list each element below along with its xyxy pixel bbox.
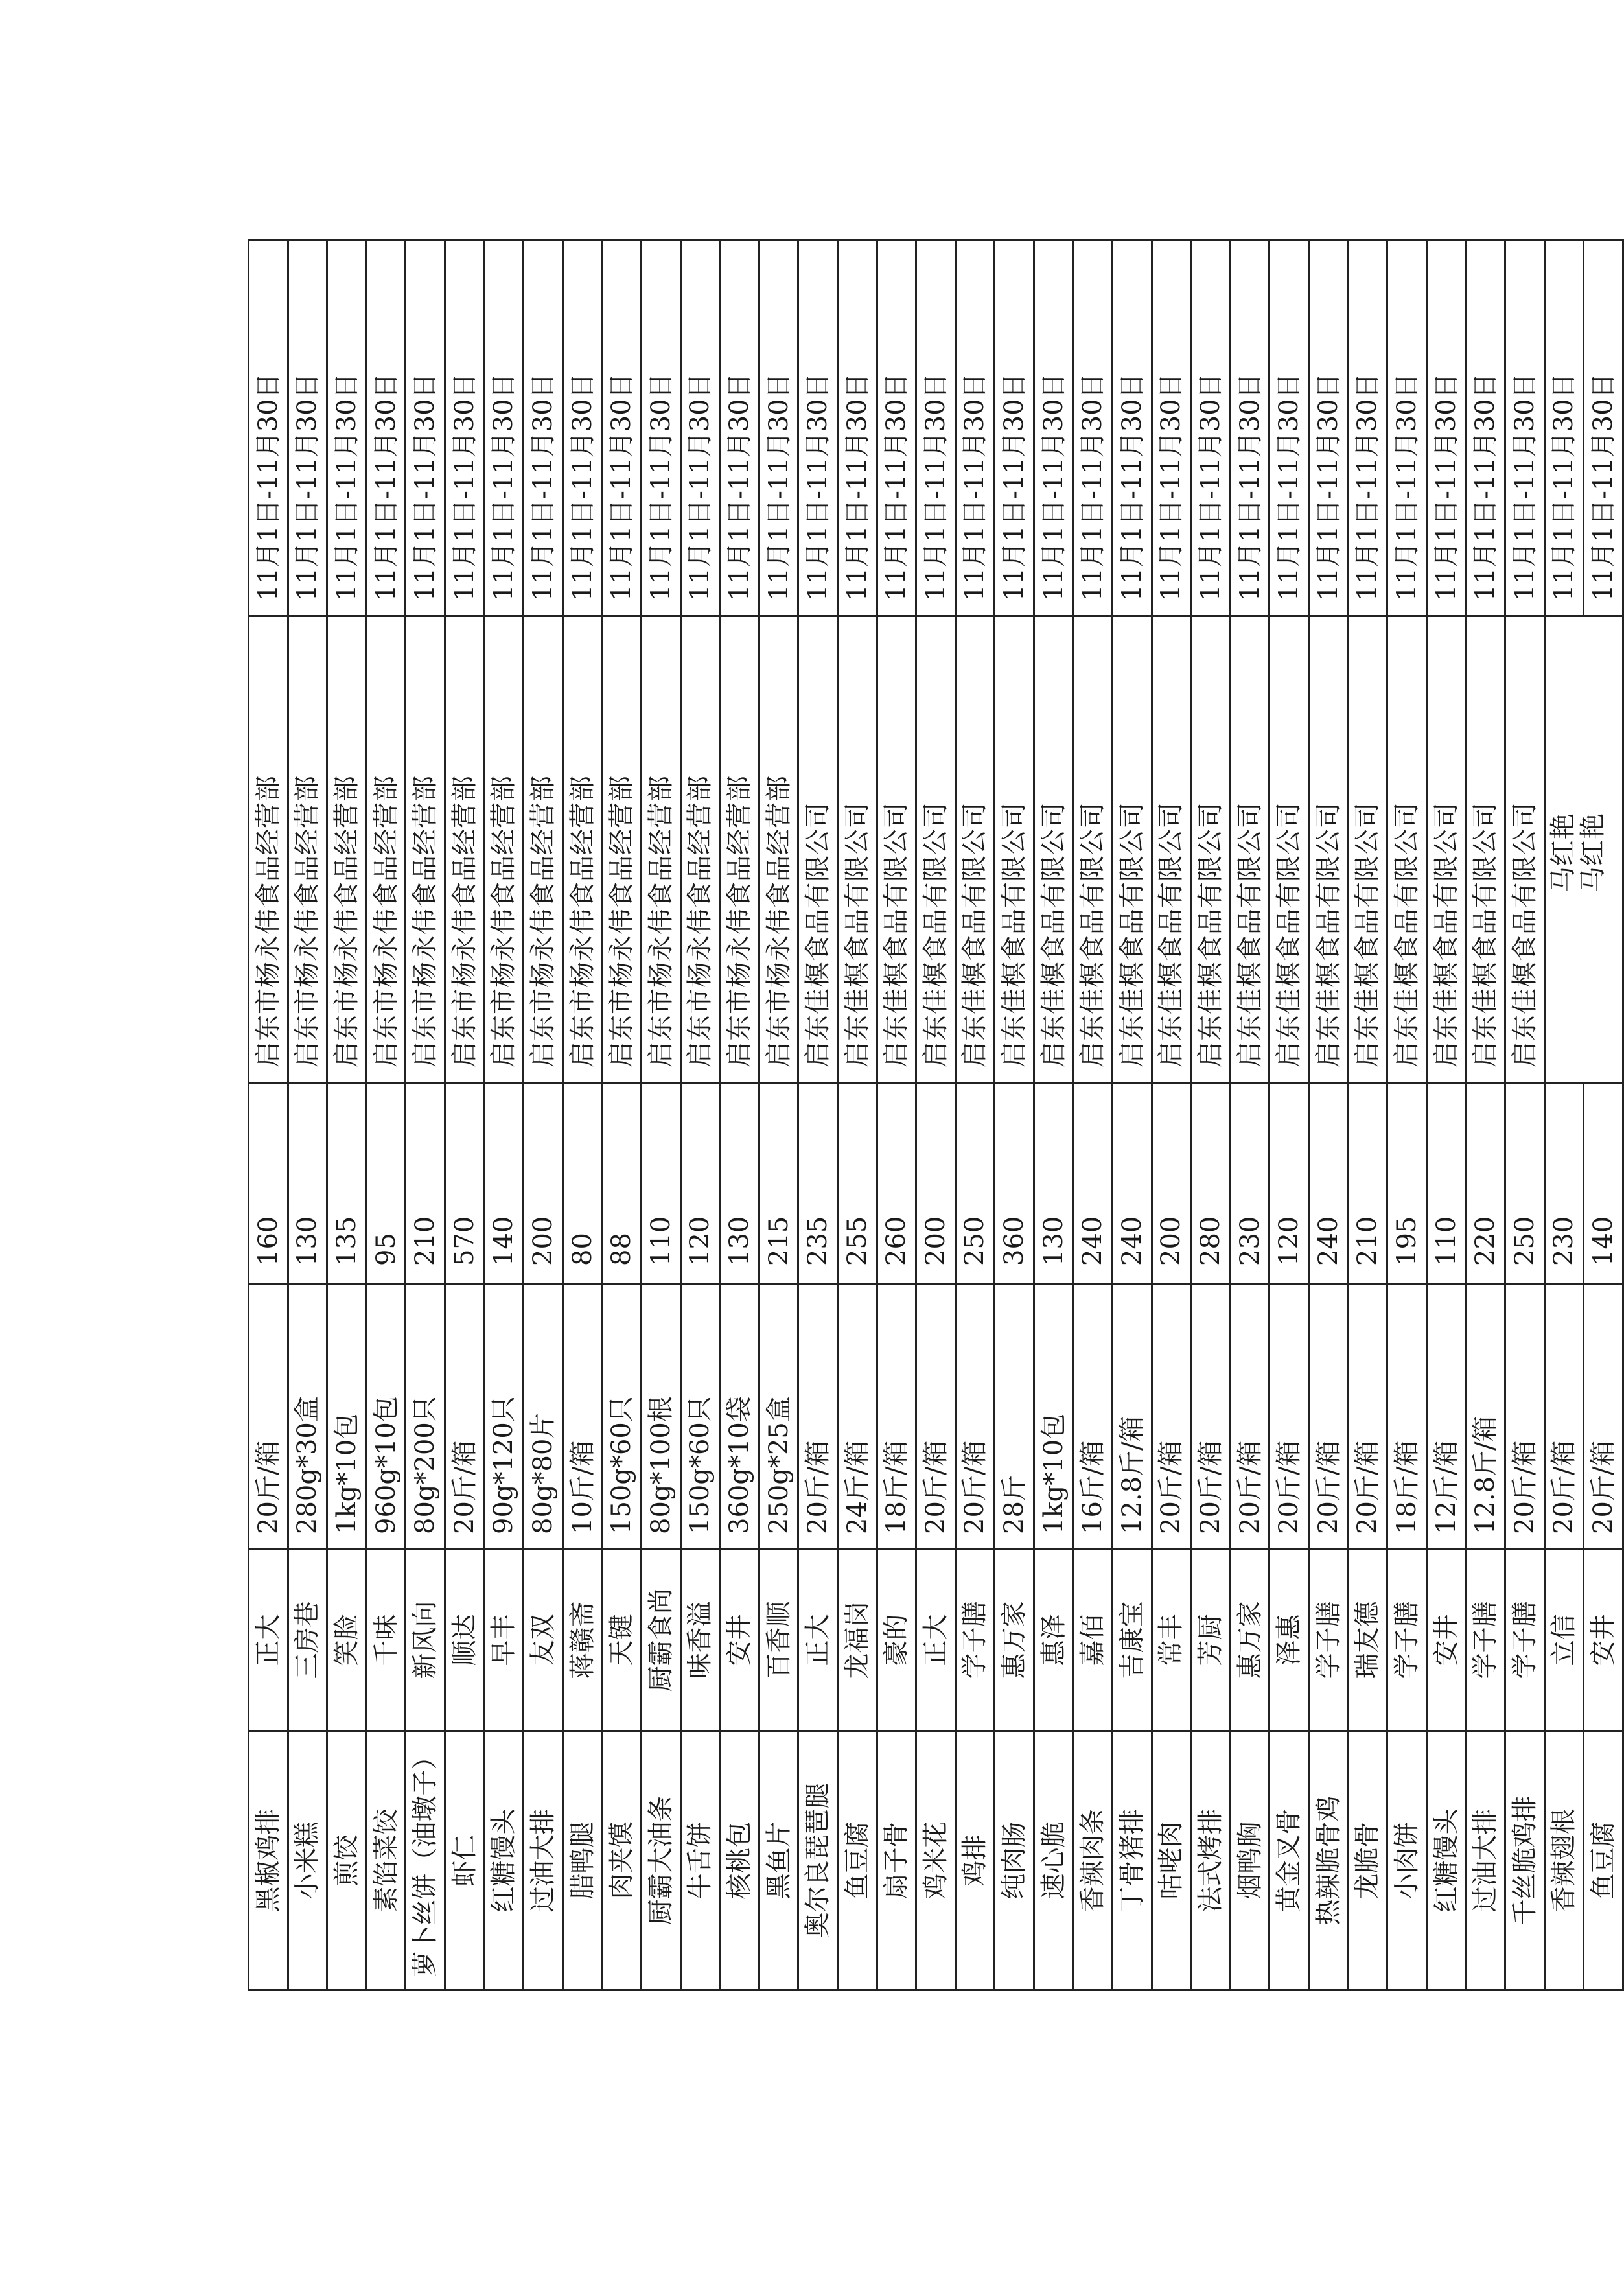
price-cell: 280 (1191, 1083, 1231, 1284)
price-cell: 250 (1505, 1083, 1545, 1284)
price-cell: 130 (288, 1083, 327, 1284)
spec-cell: 12.8斤/箱 (1113, 1284, 1152, 1550)
product-name-cell: 速心脆 (1034, 1731, 1073, 1990)
period-cell: 11月1日-11月30日 (837, 240, 877, 616)
brand-cell: 新风向 (406, 1550, 445, 1731)
spec-cell: 20斤/箱 (1191, 1284, 1231, 1550)
product-name-cell: 小米糕 (288, 1731, 327, 1990)
supplier-cell: 启东佳榠食品有限公司 (995, 616, 1034, 1083)
supplier-merged-text: 马红艳 (1548, 813, 1578, 892)
table-row (327, 240, 367, 1990)
table-row (1505, 240, 1545, 1990)
table-row (1584, 240, 1623, 1990)
supplier-cell: 启东市杨永伟食品经营部 (680, 616, 720, 1083)
price-cell: 135 (327, 1083, 367, 1284)
table-row (1544, 240, 1584, 1990)
product-name-cell: 烟鸭胸 (1230, 1731, 1270, 1990)
brand-cell: 正大 (916, 1550, 956, 1731)
price-cell: 210 (406, 1083, 445, 1284)
table-row (563, 240, 602, 1990)
spec-cell: 10斤/箱 (563, 1284, 602, 1550)
brand-cell: 蒋赣斋 (563, 1550, 602, 1731)
period-cell: 11月1日-11月30日 (877, 240, 916, 616)
supplier-cell: 启东佳榠食品有限公司 (837, 616, 877, 1083)
brand-cell: 天键 (602, 1550, 642, 1731)
table-row (680, 240, 720, 1990)
product-name-cell: 纯肉肠 (995, 1731, 1034, 1990)
table-row (798, 240, 838, 1990)
product-name-cell: 鱼豆腐 (1584, 1731, 1623, 1990)
spec-cell: 28斤 (995, 1284, 1034, 1550)
supplier-cell: 启东佳榠食品有限公司 (916, 616, 956, 1083)
supplier-cell: 启东佳榠食品有限公司 (1073, 616, 1113, 1083)
supplier-cell: 启东佳榠食品有限公司 (955, 616, 995, 1083)
brand-cell: 学子膳 (955, 1550, 995, 1731)
price-cell: 130 (720, 1083, 760, 1284)
supplier-cell: 启东市杨永伟食品经营部 (406, 616, 445, 1083)
period-cell: 11月1日-11月30日 (1584, 240, 1623, 616)
product-name-cell: 千丝脆鸡排 (1505, 1731, 1545, 1990)
spec-cell: 20斤/箱 (1270, 1284, 1309, 1550)
spec-cell: 360g*10袋 (720, 1284, 760, 1550)
spec-cell: 12斤/箱 (1426, 1284, 1466, 1550)
price-cell: 570 (445, 1083, 484, 1284)
spec-cell: 24斤/箱 (837, 1284, 877, 1550)
brand-cell: 学子膳 (1466, 1550, 1505, 1731)
brand-cell: 安井 (1584, 1550, 1623, 1731)
supplier-cell: 启东市杨永伟食品经营部 (759, 616, 798, 1083)
supplier-cell: 启东佳榠食品有限公司 (1387, 616, 1427, 1083)
spec-cell: 20斤/箱 (1505, 1284, 1545, 1550)
product-name-cell: 热辣脆骨鸡 (1309, 1731, 1349, 1990)
supplier-cell: 启东佳榠食品有限公司 (1230, 616, 1270, 1083)
price-cell: 230 (1544, 1083, 1584, 1284)
product-name-cell: 煎饺 (327, 1731, 367, 1990)
price-cell: 250 (955, 1083, 995, 1284)
period-cell: 11月1日-11月30日 (1387, 240, 1427, 616)
supplier-cell: 启东市杨永伟食品经营部 (445, 616, 484, 1083)
table-row (1270, 240, 1309, 1990)
table-row (602, 240, 642, 1990)
supplier-cell: 启东市杨永伟食品经营部 (366, 616, 406, 1083)
spec-cell: 20斤/箱 (1348, 1284, 1387, 1550)
product-name-cell: 黑椒鸡排 (249, 1731, 288, 1990)
table-row (484, 240, 524, 1990)
price-cell: 240 (1073, 1083, 1113, 1284)
brand-cell: 惠泽 (1034, 1550, 1073, 1731)
brand-cell: 安井 (720, 1550, 760, 1731)
table-row (288, 240, 327, 1990)
table-row (1191, 240, 1231, 1990)
spec-cell: 20斤/箱 (1230, 1284, 1270, 1550)
spec-cell: 20斤/箱 (1152, 1284, 1191, 1550)
period-cell: 11月1日-11月30日 (1426, 240, 1466, 616)
supplier-cell: 启东佳榠食品有限公司 (1270, 616, 1309, 1083)
table-row (406, 240, 445, 1990)
brand-cell: 学子膳 (1309, 1550, 1349, 1731)
supplier-cell: 启东市杨永伟食品经营部 (602, 616, 642, 1083)
price-cell: 360 (995, 1083, 1034, 1284)
spec-cell: 250g*25盒 (759, 1284, 798, 1550)
brand-cell: 安井 (1426, 1550, 1466, 1731)
brand-cell: 吉康宝 (1113, 1550, 1152, 1731)
spec-cell: 80g*100根 (641, 1284, 680, 1550)
spec-cell: 18斤/箱 (1387, 1284, 1427, 1550)
period-cell: 11月1日-11月30日 (916, 240, 956, 616)
price-cell: 200 (916, 1083, 956, 1284)
spec-cell: 280g*30盒 (288, 1284, 327, 1550)
spec-cell: 20斤/箱 (955, 1284, 995, 1550)
price-cell: 240 (1113, 1083, 1152, 1284)
period-cell: 11月1日-11月30日 (484, 240, 524, 616)
table-row (1387, 240, 1427, 1990)
product-name-cell: 牛舌饼 (680, 1731, 720, 1990)
period-cell: 11月1日-11月30日 (1270, 240, 1309, 616)
period-cell: 11月1日-11月30日 (1034, 240, 1073, 616)
period-cell: 11月1日-11月30日 (1073, 240, 1113, 616)
period-cell: 11月1日-11月30日 (759, 240, 798, 616)
price-table (248, 239, 1624, 1991)
brand-cell: 惠万家 (995, 1550, 1034, 1731)
product-name-cell: 红糖馒头 (1426, 1731, 1466, 1990)
supplier-cell: 启东市杨永伟食品经营部 (641, 616, 680, 1083)
period-cell: 11月1日-11月30日 (680, 240, 720, 616)
spec-cell: 20斤/箱 (1309, 1284, 1349, 1550)
spec-cell: 20斤/箱 (445, 1284, 484, 1550)
price-cell: 220 (1466, 1083, 1505, 1284)
price-cell: 130 (1034, 1083, 1073, 1284)
spec-cell: 20斤/箱 (916, 1284, 956, 1550)
table-row (1309, 240, 1349, 1990)
price-cell: 120 (680, 1083, 720, 1284)
table-row (837, 240, 877, 1990)
period-cell: 11月1日-11月30日 (1309, 240, 1349, 616)
supplier-cell: 启东佳榠食品有限公司 (1113, 616, 1152, 1083)
price-cell: 240 (1309, 1083, 1349, 1284)
product-name-cell: 鸡米花 (916, 1731, 956, 1990)
table-row (877, 240, 916, 1990)
spec-cell: 960g*10包 (366, 1284, 406, 1550)
spec-cell: 80g*200只 (406, 1284, 445, 1550)
product-name-cell: 扇子骨 (877, 1731, 916, 1990)
product-name-cell: 奥尔良琵琶腿 (798, 1731, 838, 1990)
supplier-cell: 启东佳榠食品有限公司 (1034, 616, 1073, 1083)
table-row (916, 240, 956, 1990)
spec-cell: 20斤/箱 (1544, 1284, 1584, 1550)
brand-cell: 嘉佰 (1073, 1550, 1113, 1731)
price-cell: 255 (837, 1083, 877, 1284)
brand-cell: 早丰 (484, 1550, 524, 1731)
supplier-cell: 启东佳榠食品有限公司 (1426, 616, 1466, 1083)
table-row (366, 240, 406, 1990)
product-name-cell: 法式烤排 (1191, 1731, 1231, 1990)
supplier-cell: 启东市杨永伟食品经营部 (327, 616, 367, 1083)
brand-cell: 顺达 (445, 1550, 484, 1731)
brand-cell: 厨霸食尚 (641, 1550, 680, 1731)
supplier-cell: 启东佳榠食品有限公司 (1309, 616, 1349, 1083)
table-row (1466, 240, 1505, 1990)
period-cell: 11月1日-11月30日 (1348, 240, 1387, 616)
supplier-merged-text-2: 马红艳 (1577, 813, 1608, 892)
supplier-cell: 启东佳榠食品有限公司 (1505, 616, 1545, 1083)
price-cell: 140 (484, 1083, 524, 1284)
product-name-cell: 香辣翅根 (1544, 1731, 1584, 1990)
price-cell: 210 (1348, 1083, 1387, 1284)
brand-cell: 千味 (366, 1550, 406, 1731)
period-cell: 11月1日-11月30日 (406, 240, 445, 616)
supplier-cell: 启东市杨永伟食品经营部 (563, 616, 602, 1083)
product-name-cell: 虾仁 (445, 1731, 484, 1990)
spec-cell: 1kg*10包 (327, 1284, 367, 1550)
period-cell: 11月1日-11月30日 (288, 240, 327, 616)
price-cell: 95 (366, 1083, 406, 1284)
table-row (955, 240, 995, 1990)
table-row (249, 240, 288, 1990)
product-name-cell: 小肉饼 (1387, 1731, 1427, 1990)
product-name-cell: 过油大排 (1466, 1731, 1505, 1990)
price-cell: 110 (641, 1083, 680, 1284)
period-cell: 11月1日-11月30日 (1191, 240, 1231, 616)
product-name-cell: 咕咾肉 (1152, 1731, 1191, 1990)
period-cell: 11月1日-11月30日 (1113, 240, 1152, 616)
period-cell: 11月1日-11月30日 (1466, 240, 1505, 616)
brand-cell: 常丰 (1152, 1550, 1191, 1731)
price-cell: 140 (1584, 1083, 1623, 1284)
supplier-cell: 启东佳榠食品有限公司 (1466, 616, 1505, 1083)
brand-cell: 笑脸 (327, 1550, 367, 1731)
table-row (995, 240, 1034, 1990)
period-cell: 11月1日-11月30日 (524, 240, 563, 616)
product-name-cell: 过油大排 (524, 1731, 563, 1990)
price-cell: 110 (1426, 1083, 1466, 1284)
brand-cell: 学子膳 (1387, 1550, 1427, 1731)
spec-cell: 150g*60只 (680, 1284, 720, 1550)
table-row (1426, 240, 1466, 1990)
period-cell: 11月1日-11月30日 (798, 240, 838, 616)
supplier-cell (1544, 616, 1623, 1083)
product-name-cell: 萝卜丝饼（油墩子） (406, 1731, 445, 1990)
period-cell: 11月1日-11月30日 (1152, 240, 1191, 616)
spec-cell: 16斤/箱 (1073, 1284, 1113, 1550)
spec-cell: 1kg*10包 (1034, 1284, 1073, 1550)
brand-cell: 豪的 (877, 1550, 916, 1731)
brand-cell: 芳厨 (1191, 1550, 1231, 1731)
supplier-cell: 启东佳榠食品有限公司 (798, 616, 838, 1083)
price-table-body (249, 240, 1623, 1990)
supplier-cell: 启东市杨永伟食品经营部 (249, 616, 288, 1083)
price-cell: 260 (877, 1083, 916, 1284)
product-name-cell: 鱼豆腐 (837, 1731, 877, 1990)
period-cell: 11月1日-11月30日 (720, 240, 760, 616)
table-row (759, 240, 798, 1990)
price-cell: 160 (249, 1083, 288, 1284)
product-name-cell: 黑鱼片 (759, 1731, 798, 1990)
price-cell: 195 (1387, 1083, 1427, 1284)
spec-cell: 12.8斤/箱 (1466, 1284, 1505, 1550)
supplier-cell: 启东佳榠食品有限公司 (1191, 616, 1231, 1083)
product-name-cell: 素馅菜饺 (366, 1731, 406, 1990)
product-name-cell: 丁骨猪排 (1113, 1731, 1152, 1990)
period-cell: 11月1日-11月30日 (445, 240, 484, 616)
spec-cell: 18斤/箱 (877, 1284, 916, 1550)
supplier-cell: 启东市杨永伟食品经营部 (484, 616, 524, 1083)
brand-cell: 正大 (798, 1550, 838, 1731)
spec-cell: 90g*120只 (484, 1284, 524, 1550)
period-cell: 11月1日-11月30日 (1505, 240, 1545, 616)
price-cell: 120 (1270, 1083, 1309, 1284)
product-name-cell: 肉夹馍 (602, 1731, 642, 1990)
brand-cell: 百香顺 (759, 1550, 798, 1731)
product-name-cell: 黄金叉骨 (1270, 1731, 1309, 1990)
table-row (1073, 240, 1113, 1990)
brand-cell: 三房巷 (288, 1550, 327, 1731)
brand-cell: 泽惠 (1270, 1550, 1309, 1731)
table-row (720, 240, 760, 1990)
period-cell: 11月1日-11月30日 (1230, 240, 1270, 616)
price-cell: 200 (524, 1083, 563, 1284)
product-name-cell: 红糖馒头 (484, 1731, 524, 1990)
product-name-cell: 鸡排 (955, 1731, 995, 1990)
supplier-cell: 启东佳榠食品有限公司 (1348, 616, 1387, 1083)
table-row (641, 240, 680, 1990)
price-cell: 200 (1152, 1083, 1191, 1284)
period-cell: 11月1日-11月30日 (249, 240, 288, 616)
brand-cell: 瑞友德 (1348, 1550, 1387, 1731)
product-name-cell: 香辣肉条 (1073, 1731, 1113, 1990)
brand-cell: 龙福岗 (837, 1550, 877, 1731)
spec-cell: 20斤/箱 (249, 1284, 288, 1550)
product-name-cell: 厨霸大油条 (641, 1731, 680, 1990)
table-row (1034, 240, 1073, 1990)
price-cell: 230 (1230, 1083, 1270, 1284)
period-cell: 11月1日-11月30日 (366, 240, 406, 616)
supplier-cell: 启东市杨永伟食品经营部 (524, 616, 563, 1083)
price-cell: 88 (602, 1083, 642, 1284)
price-cell: 235 (798, 1083, 838, 1284)
period-cell: 11月1日-11月30日 (995, 240, 1034, 616)
spec-cell: 20斤/箱 (798, 1284, 838, 1550)
period-cell: 11月1日-11月30日 (1544, 240, 1584, 616)
supplier-cell: 启东市杨永伟食品经营部 (288, 616, 327, 1083)
product-name-cell: 龙脆骨 (1348, 1731, 1387, 1990)
brand-cell: 友双 (524, 1550, 563, 1731)
supplier-cell: 启东市杨永伟食品经营部 (720, 616, 760, 1083)
brand-cell: 立信 (1544, 1550, 1584, 1731)
brand-cell: 惠万家 (1230, 1550, 1270, 1731)
table-row (1113, 240, 1152, 1990)
brand-cell: 学子膳 (1505, 1550, 1545, 1731)
table-row (1152, 240, 1191, 1990)
table-row (1230, 240, 1270, 1990)
period-cell: 11月1日-11月30日 (602, 240, 642, 616)
period-cell: 11月1日-11月30日 (327, 240, 367, 616)
product-name-cell: 核桃包 (720, 1731, 760, 1990)
supplier-cell: 启东佳榠食品有限公司 (877, 616, 916, 1083)
price-cell: 80 (563, 1083, 602, 1284)
spec-cell: 80g*80片 (524, 1284, 563, 1550)
period-cell: 11月1日-11月30日 (641, 240, 680, 616)
brand-cell: 正大 (249, 1550, 288, 1731)
table-row (1348, 240, 1387, 1990)
table-row (524, 240, 563, 1990)
spec-cell: 150g*60只 (602, 1284, 642, 1550)
supplier-cell: 启东佳榠食品有限公司 (1152, 616, 1191, 1083)
table-row (445, 240, 484, 1990)
period-cell: 11月1日-11月30日 (955, 240, 995, 616)
product-name-cell: 腊鸭腿 (563, 1731, 602, 1990)
price-cell: 215 (759, 1083, 798, 1284)
period-cell: 11月1日-11月30日 (563, 240, 602, 616)
brand-cell: 味香溢 (680, 1550, 720, 1731)
spec-cell: 20斤/箱 (1584, 1284, 1623, 1550)
